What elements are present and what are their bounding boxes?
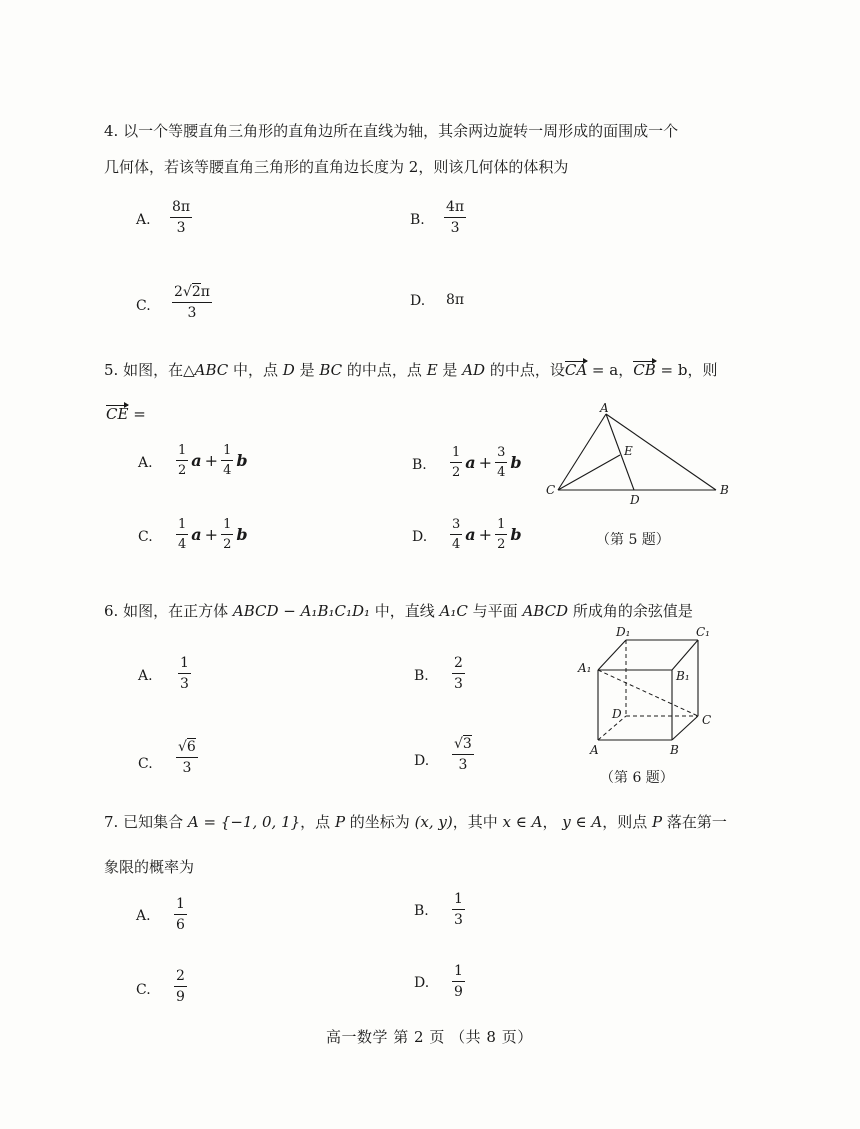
page-footer: 高一数学 第 2 页 （共 8 页） (326, 1028, 533, 1046)
numerator: 8π (170, 200, 192, 218)
q6-option-a-label[interactable]: A. (138, 668, 153, 684)
q4-option-b-label[interactable]: B. (410, 212, 425, 228)
q5-option-c-label[interactable]: C. (138, 529, 153, 545)
side-ab (606, 414, 716, 490)
denominator: 6 (176, 917, 185, 933)
q4-stem-line1: 4. 以一个等腰直角三角形的直角边所在直线为轴，其余两边旋转一周形成的面围成一个 (104, 122, 679, 140)
q5-option-b-expression: $\frac{1}{2}$ a + $\frac{3}{4}$ b (452, 445, 522, 480)
label-b: B (720, 483, 729, 497)
numerator: √3 (452, 737, 474, 755)
q6-figure-caption: （第 6 题） (600, 770, 674, 786)
q6-option-d-fraction (452, 737, 474, 772)
numerator: 2√2π (172, 285, 212, 303)
q4-option-d-value: 8π (446, 292, 465, 308)
denominator: 9 (176, 989, 185, 1005)
label-e: E (624, 444, 633, 458)
label-a: A (590, 743, 599, 757)
vector-ce: CE (106, 405, 129, 423)
q5-option-d-label[interactable]: D. (412, 529, 428, 545)
denominator: 3 (180, 676, 189, 692)
numerator: 1 (452, 964, 465, 982)
denominator: 3 (450, 220, 460, 236)
side-ca (558, 414, 606, 490)
q7-option-c-label[interactable]: C. (136, 982, 151, 998)
q7-stem-line1: 7. 已知集合 A = {−1, 0, 1}，点 P 的坐标为 (x, y)，其中 x ∈ A， y ∈ A，则点 P 落在第一 (104, 813, 727, 831)
denominator: 3 (176, 220, 186, 236)
numerator: √6 (176, 740, 198, 758)
q4-option-a-fraction (170, 200, 192, 235)
q4-option-d-label[interactable]: D. (410, 293, 426, 309)
denominator: 3 (454, 676, 463, 692)
numerator: 4π (444, 200, 466, 218)
q6-option-d-label[interactable]: D. (414, 753, 430, 769)
label-b: B (670, 743, 679, 757)
q6-option-b-label[interactable]: B. (414, 668, 429, 684)
q5-stem-line1: 5. 如图，在△ABC 中，点 D 是 BC 的中点，点 E 是 AD 的中点，设CA = a，CB = b，则 (104, 361, 718, 379)
denominator: 3 (182, 760, 192, 776)
label-c1: C₁ (696, 625, 710, 639)
q6-stem: 6. 如图，在正方体 ABCD − A₁B₁C₁D₁ 中，直线 A₁C 与平面 ABCD 所成角的余弦值是 (104, 602, 693, 620)
q7-stem-line2: 象限的概率为 (104, 858, 195, 876)
label-d1: D₁ (616, 625, 631, 639)
q4-option-c-label[interactable]: C. (136, 298, 151, 314)
q5-option-a-expression: $\frac{1}{2}$ a + $\frac{1}{4}$ b (178, 443, 248, 478)
q7-option-d-fraction (452, 964, 465, 999)
label-d: D (630, 493, 640, 507)
label-a1: A₁ (578, 661, 592, 675)
label-b1: B₁ (676, 669, 690, 683)
q7-option-a-label[interactable]: A. (136, 908, 151, 924)
q7-option-b-fraction (452, 892, 465, 927)
q4-option-a-label[interactable]: A. (136, 212, 151, 228)
numerator: 1 (174, 897, 187, 915)
label-a: A (600, 401, 609, 415)
q7-option-d-label[interactable]: D. (414, 975, 430, 991)
q5-triangle-figure (540, 398, 740, 508)
q5-option-d-expression: $\frac{3}{4}$ a + $\frac{1}{2}$ b (452, 517, 522, 552)
label-d: D (612, 707, 622, 721)
vector-cb: CB (633, 361, 656, 379)
denominator: 3 (187, 305, 197, 321)
q7-option-b-label[interactable]: B. (414, 903, 429, 919)
segment-ce (558, 455, 620, 490)
q6-option-c-label[interactable]: C. (138, 756, 153, 772)
q4-option-c-fraction (172, 285, 212, 320)
numerator: 1 (452, 892, 465, 910)
q5-option-a-label[interactable]: A. (138, 455, 153, 471)
q5-option-c-expression: $\frac{1}{4}$ a + $\frac{1}{2}$ b (178, 517, 248, 552)
q6-option-a-fraction (178, 656, 191, 691)
q7-option-c-fraction (174, 969, 187, 1004)
q5-option-b-label[interactable]: B. (412, 457, 427, 473)
q4-stem-line2: 几何体，若该等腰直角三角形的直角边长度为 2，则该几何体的体积为 (104, 158, 569, 176)
numerator: 1 (178, 656, 191, 674)
q7-option-a-fraction (174, 897, 187, 932)
label-c: C (546, 483, 556, 497)
numerator: 2 (452, 656, 465, 674)
label-c: C (702, 713, 712, 727)
q6-option-c-fraction (176, 740, 198, 775)
denominator: 3 (458, 757, 468, 773)
vector-ca: CA (564, 361, 588, 379)
q5-figure-caption: （第 5 题） (596, 532, 670, 548)
q4-option-b-fraction (444, 200, 466, 235)
q6-option-b-fraction (452, 656, 465, 691)
q6-cube-figure (574, 620, 724, 760)
numerator: 2 (174, 969, 187, 987)
q5-stem-line2: CE = (106, 405, 146, 423)
denominator: 9 (454, 984, 463, 1000)
denominator: 3 (454, 912, 463, 928)
